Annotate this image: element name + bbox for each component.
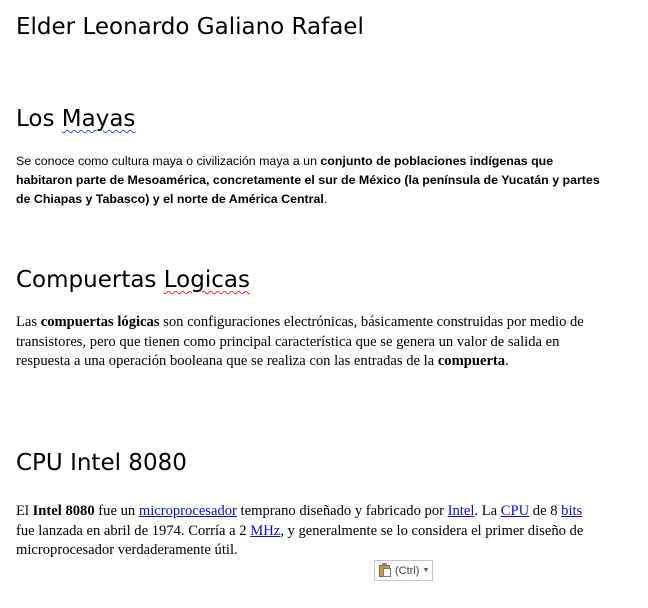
link-cpu[interactable]: CPU <box>500 503 530 519</box>
link-intel[interactable]: Intel <box>447 503 475 519</box>
paragraph-text: fue lanzada en abril de 1974. Corría a 2 <box>16 522 251 539</box>
heading-text: Compuertas <box>16 267 164 293</box>
paragraph-compuertas <box>16 313 616 372</box>
paragraph-text: temprano diseñado y fabricado por <box>236 503 448 519</box>
document-title: Elder Leonardo Galiano Rafael <box>16 14 364 40</box>
paste-options-label: (Ctrl) <box>395 564 420 577</box>
heading-los-mayas <box>16 106 135 132</box>
paragraph-bold-text: conjunto de poblaciones indígenas que habitaron parte de Mesoamérica, concretamente el sur de México (la península de Yucatán y partes de Chiapas y Tabasco) y el norte de América Central <box>16 154 600 206</box>
link-mhz[interactable]: MHz <box>250 522 281 539</box>
spelling-flagged-word[interactable]: Logicas <box>163 267 250 293</box>
grammar-flagged-word[interactable]: Mayas <box>61 106 136 132</box>
clipboard-icon <box>378 563 392 578</box>
paragraph-bold-text: compuertas lógicas <box>40 314 160 330</box>
paragraph-text: El <box>16 503 33 519</box>
paragraph-text: de 8 <box>529 503 562 519</box>
paragraph-text: Las <box>16 314 41 330</box>
paste-options-button[interactable] <box>374 560 433 581</box>
paragraph-text: . <box>323 192 328 206</box>
paragraph-text: Se conoce como cultura maya o civilización maya a un <box>16 154 321 168</box>
heading-cpu-intel-8080: CPU Intel 8080 <box>16 450 187 476</box>
paragraph-mayas <box>16 152 606 209</box>
chevron-down-icon: ▼ <box>422 567 430 574</box>
paragraph-bold-text: Intel 8080 <box>32 503 95 519</box>
link-microprocesador[interactable]: microprocesador <box>138 503 237 519</box>
paragraph-text: . <box>505 353 509 369</box>
paragraph-text: fue un <box>94 503 139 519</box>
paragraph-intel-8080 <box>16 502 604 561</box>
link-bits[interactable]: bits <box>561 503 583 519</box>
heading-compuertas-logicas <box>16 267 250 293</box>
heading-text: Los <box>16 106 62 132</box>
paragraph-bold-text: compuerta <box>437 353 506 369</box>
paragraph-text: son configuraciones electrónicas, básicamente construidas por medio de transistores, pero que tienen como principal característica que se genera un valor de salida en respuesta a una operación booleana que se realiza con las entradas de la <box>16 314 584 369</box>
paragraph-text: , y generalmente se lo considera el primer diseño de microprocesador verdaderamente útil. <box>16 522 584 558</box>
paragraph-text: . La <box>474 503 501 519</box>
